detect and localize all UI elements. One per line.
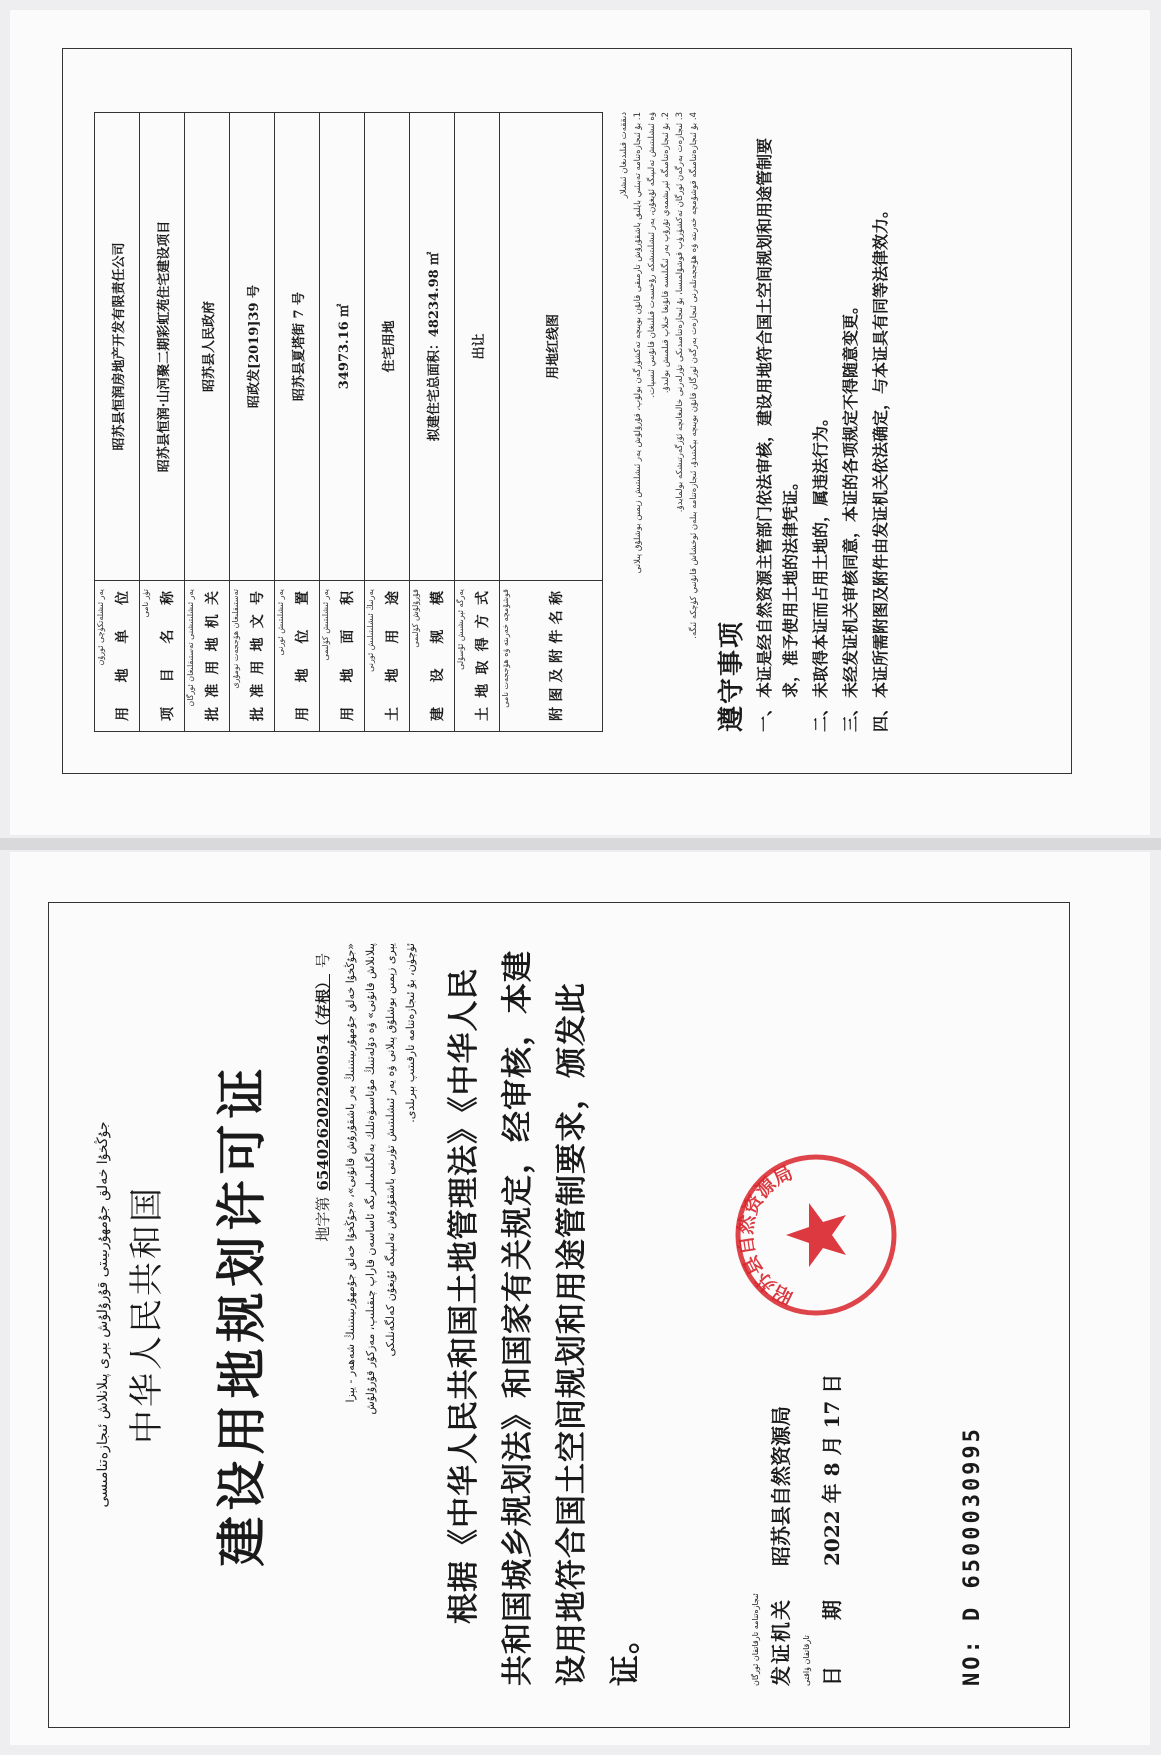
table-row: [320, 113, 365, 732]
note-text: 本证是经自然资源主管部门依法审核，建设用地符合国土空间规划和用途管制要求，准予使用土地的法律凭证。: [755, 137, 800, 698]
row-value: 用地红线图: [500, 113, 603, 581]
row-label-uyghur: تەستىقلىغان ھۆججەت نومۇرى: [231, 589, 240, 689]
certificate-uyghur-line: يېرى زېمىن بوشلۇق پىلانى ۋە يەر ئىشلىتىش تۈرىنى باشقۇرۇش تەلىپىگە ئۇيغۇن كەلگەنلىكى: [384, 943, 397, 1357]
issuer-label-uyghur: ئىجازەتنامە تارقاتقان ئورگان: [751, 1593, 760, 1686]
row-value: 昭政发[2019]39 号: [230, 113, 275, 581]
certificate-uyghur-body: [341, 943, 421, 1686]
uyghur-note-line: 3. ئىجازەت بەرگەن ئورگان تەكشۈرۈپ قوشۇلمىسا، بۇ ئىجازەتنامىدىكى تۈرلەرنى خالىغانچە ئۆزگەرتىشكە بولمايدۇ.: [675, 112, 685, 513]
row-value: 出让: [455, 113, 500, 581]
note-number: 二、: [811, 699, 830, 732]
uyghur-note-line: 2. بۇ ئىجازەتنامىگە ئېرىشمەي تۇرۇپ يەر ئىگىلىسە قانۇنغا خىلاپ قىلمىش بولىدۇ.: [661, 112, 671, 394]
table-row: [95, 113, 140, 732]
issuer-value: 昭苏县自然资源局: [769, 1406, 793, 1566]
uyghur-notes: [617, 112, 701, 732]
note-text: 未取得本证而占用土地的，属违法行为。: [811, 409, 830, 698]
row-label-uyghur: يەر ئىشلەتكۈچى ئورۇن: [96, 589, 105, 666]
note-item: [752, 112, 804, 732]
certificate-serial: NO: D 6500030995: [960, 1426, 985, 1686]
row-value: 昭苏县恒润房地产开发有限责任公司: [95, 113, 140, 581]
row-label: يەر ئىشلىتىشنى تەستىقلىغان ئورگان 批准用地机关: [185, 581, 230, 732]
certificate-uyghur-line: پىلانلاش قانۇنى» ۋە دۆلەتنىڭ مۇناسىۋەتلىك بەلگىلىمىلىرىگە ئاساسەن قاراپ چىقىلىپ، مەزكۇر قۇرۇلۇش: [364, 943, 377, 1415]
table-row: [140, 113, 185, 732]
page-fold: [0, 838, 1161, 850]
row-label-uyghur: يەرنىڭ ئىشلىتىلىش ئورنى: [366, 589, 375, 672]
row-value: 住宅用地: [365, 113, 410, 581]
number-value: 654026202200054（存根）: [314, 974, 332, 1191]
table-row: [455, 113, 500, 732]
note-item: [808, 112, 834, 732]
row-label: تەستىقلىغان ھۆججەت نومۇرى 批准用地文号: [230, 581, 275, 732]
row-label: يەرگە ئېرىشىش ئۇسۇلى 土地取得方式: [455, 581, 500, 732]
certificate-uyghur-line: ئۈچۈن، بۇ ئىجازەتنامە تارقىتىپ بېرىلدى.: [404, 943, 417, 1123]
certificate-number: [312, 943, 333, 1686]
note-number: 一、: [755, 699, 774, 732]
official-seal: [731, 1150, 901, 1320]
row-value: 昭苏县人民政府: [185, 113, 230, 581]
row-label: قۇرۇلۇش كۆلىمى 建 设 规 模: [410, 581, 455, 732]
note-text: 未经发证机关审核同意，本证的各项规定不得随意变更。: [841, 297, 860, 698]
number-prefix: 地字第: [314, 1196, 332, 1242]
table-row: [275, 113, 320, 732]
land-info-table: [94, 112, 603, 732]
table-row: [410, 113, 455, 732]
note-item: [838, 112, 864, 732]
row-label-uyghur: يەر ئىشلىتىشنى تەستىقلىغان ئورگان: [186, 589, 195, 707]
row-label-uyghur: تۈر نامى: [141, 589, 150, 618]
date-label: تارقاتقان ۋاقتى 日 期: [802, 1598, 844, 1686]
row-value: 拟建住宅总面积：48234.98 ㎡: [410, 113, 455, 581]
uyghur-note-line: دىققەت قىلىدىغان ئىشلار: [619, 112, 629, 199]
uyghur-note-line: 4. بۇ ئىجازەتنامىگە قوشۇمچە خەرىتە ۋە ھۆججەتلەرنى ئىجازەت بەرگەن ئورگان قانۇن بويىچە بېكىتىدۇ، ئىجازەتنامە بىلەن ئوخشاش قانۇنىي كۈچكە ئىگە.: [689, 112, 699, 639]
uyghur-note-line: 1. بۇ ئىجازەتنامە تەبىئىي بايلىق باشقۇرۇش تارمىقى قانۇن بويىچە تەكشۈرگەن بولۇپ، قۇرۇلۇش يەر ئىشلىتىش زېمىن بوشلۇق پىلانى: [633, 112, 643, 574]
table-row: [500, 113, 603, 732]
certificate-panel: [55, 907, 1057, 1722]
table-row: [185, 113, 230, 732]
date-label-uyghur: تارقاتقان ۋاقتى: [802, 1635, 811, 1686]
note-item: [868, 112, 894, 732]
row-label: تۈر نامى 项 目 名 称: [140, 581, 185, 732]
row-label: يەر ئىشلەتكۈچى ئورۇن 用 地 单 位: [95, 581, 140, 732]
number-suffix: 号: [314, 953, 332, 969]
row-label-uyghur: يەر ئىشلىتىش ئورنى: [276, 589, 285, 656]
table-row: [365, 113, 410, 732]
notes-title: 遵守事项: [717, 619, 747, 732]
note-number: 四、: [871, 699, 890, 732]
land-info-panel: [68, 82, 1068, 762]
row-value: 昭苏县恒润·山河聚二期彩虹苑住宅建设项目: [140, 113, 185, 581]
certificate-title: 建设用地规划许可证: [212, 1062, 271, 1567]
issuer-label: ئىجازەتنامە تارقاتقان ئورگان 发证机关: [751, 1593, 793, 1686]
row-label-uyghur: يەر ئىشلىتىش كۆلىمى: [321, 589, 330, 661]
row-label-uyghur: قوشۇمچە خەرىتە ۋە ھۆججەت نامى: [501, 589, 510, 708]
uyghur-note-line: ۋە ئىشلىتىش تەلىپىگە ئۇيغۇن، يەر ئىشلىتىشكە رۇخسەت قىلىنغان قانۇنىي ئىسپات.: [647, 112, 657, 398]
note-text: 本证所需附图及附件由发证机关依法确定，与本证具有同等法律效力。: [871, 201, 890, 698]
table-row: [230, 113, 275, 732]
certificate-body: 根据《中华人民共和国土地管理法》《中华人民共和国城乡规划法》和国家有关规定，经审核，本建设用地符合国土空间规划和用途管制要求，颁发此证。: [446, 950, 644, 1686]
note-number: 三、: [841, 699, 860, 732]
row-label: يەر ئىشلىتىش كۆلىمى 用 地 面 积: [320, 581, 365, 732]
row-value: 34973.16 ㎡: [320, 113, 365, 581]
date-value: 2022 年 8 月 17 日: [820, 1373, 844, 1566]
certificate-uyghur-header: جۇڭخۇا خەلق جۇمھۇرىيىتى قۇرۇلۇش يېرى پىلانلاش ئىجازەتنامىسى: [95, 1121, 111, 1508]
row-label: يەرنىڭ ئىشلىتىلىش ئورنى 土 地 用 途: [365, 581, 410, 732]
seal-star-icon: [786, 1203, 846, 1267]
row-label-uyghur: قۇرۇلۇش كۆلىمى: [411, 589, 420, 648]
row-label: قوشۇمچە خەرىتە ۋە ھۆججەت نامى 附图及附件名称: [500, 581, 603, 732]
seal-text: 昭苏县自然资源局: [734, 1161, 797, 1309]
certificate-uyghur-line: «جۇڭخۇا خەلق جۇمھۇرىيىتىنىڭ يەر باشقۇرۇش قانۇنى»، «جۇڭخۇا خەلق جۇمھۇرىيىتىنىڭ شەھەر - يېزا: [344, 943, 357, 1403]
notes-list: [752, 112, 894, 732]
row-label: يەر ئىشلىتىش ئورنى 用 地 位 置: [275, 581, 320, 732]
country-name: 中华人民共和国: [127, 1185, 167, 1444]
row-label-uyghur: يەرگە ئېرىشىش ئۇسۇلى: [456, 589, 465, 670]
row-value: 昭苏县夏塔街 7 号: [275, 113, 320, 581]
